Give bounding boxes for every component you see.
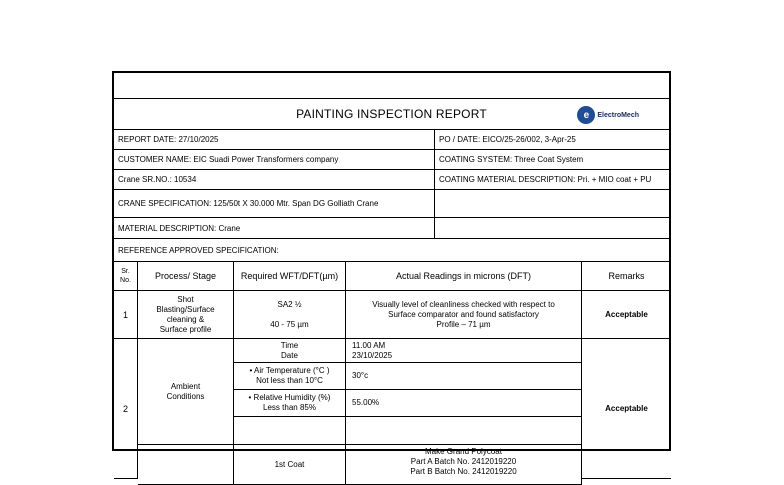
crane-sr-row xyxy=(114,170,669,190)
row1-required-line: SA2 ½ xyxy=(277,299,302,309)
inspection-table xyxy=(114,262,669,476)
electromech-logo-icon: e xyxy=(577,106,595,124)
relative-humidity-label-line: Less than 85% xyxy=(263,403,316,412)
row2-process-line: Conditions xyxy=(166,391,205,401)
material-desc-row xyxy=(114,218,669,239)
relative-humidity-value: 55.00% xyxy=(346,390,582,417)
customer-row xyxy=(114,150,669,170)
date-label: Date xyxy=(281,350,298,360)
report-date: REPORT DATE: 27/10/2025 xyxy=(118,135,219,144)
logo-text: ElectroMech xyxy=(597,111,639,119)
row1-actual-line: Profile – 71 µm xyxy=(436,319,491,329)
ambient-blank-label xyxy=(234,417,346,445)
date-value: 23/10/2025 xyxy=(352,350,393,360)
inspection-report-sheet xyxy=(112,71,671,476)
header-actual: Actual Readings in microns (DFT) xyxy=(346,262,582,291)
reference-specification: REFERENCE APPROVED SPECIFICATION: xyxy=(118,245,279,255)
row1-process-line: cleaning & xyxy=(166,314,205,324)
header-sr-line: Sr. xyxy=(121,268,130,275)
time-value: 11.00 AM xyxy=(352,340,386,350)
air-temperature-label-line: Not less than 10°C xyxy=(256,376,323,385)
first-coat-line: Part B Batch No. 2412019220 xyxy=(410,467,517,476)
row1-required-line: 40 - 75 µm xyxy=(270,319,309,329)
relative-humidity-label-line: • Relative Humidity (%) xyxy=(248,393,331,402)
coat-process-cell xyxy=(138,445,234,485)
first-coat-label: 1st Coat xyxy=(234,445,346,485)
row1-required xyxy=(234,291,346,339)
row1-sr: 1 xyxy=(114,291,138,339)
crane-sr-no: Crane SR.NO.: 10534 xyxy=(118,175,197,184)
header-sr-line: No. xyxy=(120,277,131,284)
material-description: MATERIAL DESCRIPTION: Crane xyxy=(118,223,241,233)
header-sr-no xyxy=(114,262,138,291)
row2-process-line: Ambient xyxy=(170,381,201,391)
relative-humidity-label xyxy=(234,390,346,417)
air-temperature-label-line: • Air Temperature (°C ) xyxy=(249,366,330,375)
row1-process xyxy=(138,291,234,339)
divider xyxy=(434,190,435,217)
first-coat-line: Part A Batch No. 2412019220 xyxy=(410,457,517,466)
row1-actual xyxy=(346,291,582,339)
time-label: Time xyxy=(280,340,299,350)
row1-process-line: Blasting/Surface xyxy=(156,304,215,314)
header-remarks: Remarks xyxy=(582,262,671,291)
po-date: PO / DATE: EICO/25-26/002, 3-Apr-25 xyxy=(439,135,576,144)
coating-system: COATING SYSTEM: Three Coat System xyxy=(439,155,584,164)
crane-specification: CRANE SPECIFICATION: 125/50t X 30.000 Mtr. Span DG Golliath Crane xyxy=(118,199,379,208)
air-temperature-label xyxy=(234,363,346,390)
air-temperature-value: 30°c xyxy=(346,363,582,390)
coating-material: COATING MATERIAL DESCRIPTION: Pri. + MIO coat + PU xyxy=(439,175,652,184)
company-logo xyxy=(577,105,639,125)
row2-sr: 2 xyxy=(114,339,138,479)
header-required: Required WFT/DFT(µm) xyxy=(234,262,346,291)
row1-actual-line: Visually level of cleanliness checked with respect to xyxy=(372,299,555,309)
customer-name: CUSTOMER NAME: EIC Suadi Power Transformers company xyxy=(118,155,339,164)
divider xyxy=(434,218,435,238)
header-process: Process/ Stage xyxy=(138,262,234,291)
row1-remarks: Acceptable xyxy=(582,291,671,339)
row1-process-line: Surface profile xyxy=(159,324,212,334)
ambient-blank-value xyxy=(346,417,582,445)
row2-remarks: Acceptable xyxy=(582,339,671,479)
crane-spec-row xyxy=(114,190,669,218)
time-date-value xyxy=(346,339,582,363)
time-date-label xyxy=(234,339,346,363)
report-title: PAINTING INSPECTION REPORT xyxy=(296,107,487,121)
report-date-row xyxy=(114,130,669,150)
row2-process xyxy=(138,339,234,445)
first-coat-line: Make Grand Polycoat xyxy=(425,447,502,456)
first-coat-value xyxy=(346,445,582,485)
blank-header-row xyxy=(114,73,669,99)
reference-spec-row xyxy=(114,239,669,262)
row1-actual-line: Surface comparator and found satisfactory xyxy=(388,309,539,319)
title-row xyxy=(114,99,669,130)
row1-process-line: Shot xyxy=(177,294,194,304)
